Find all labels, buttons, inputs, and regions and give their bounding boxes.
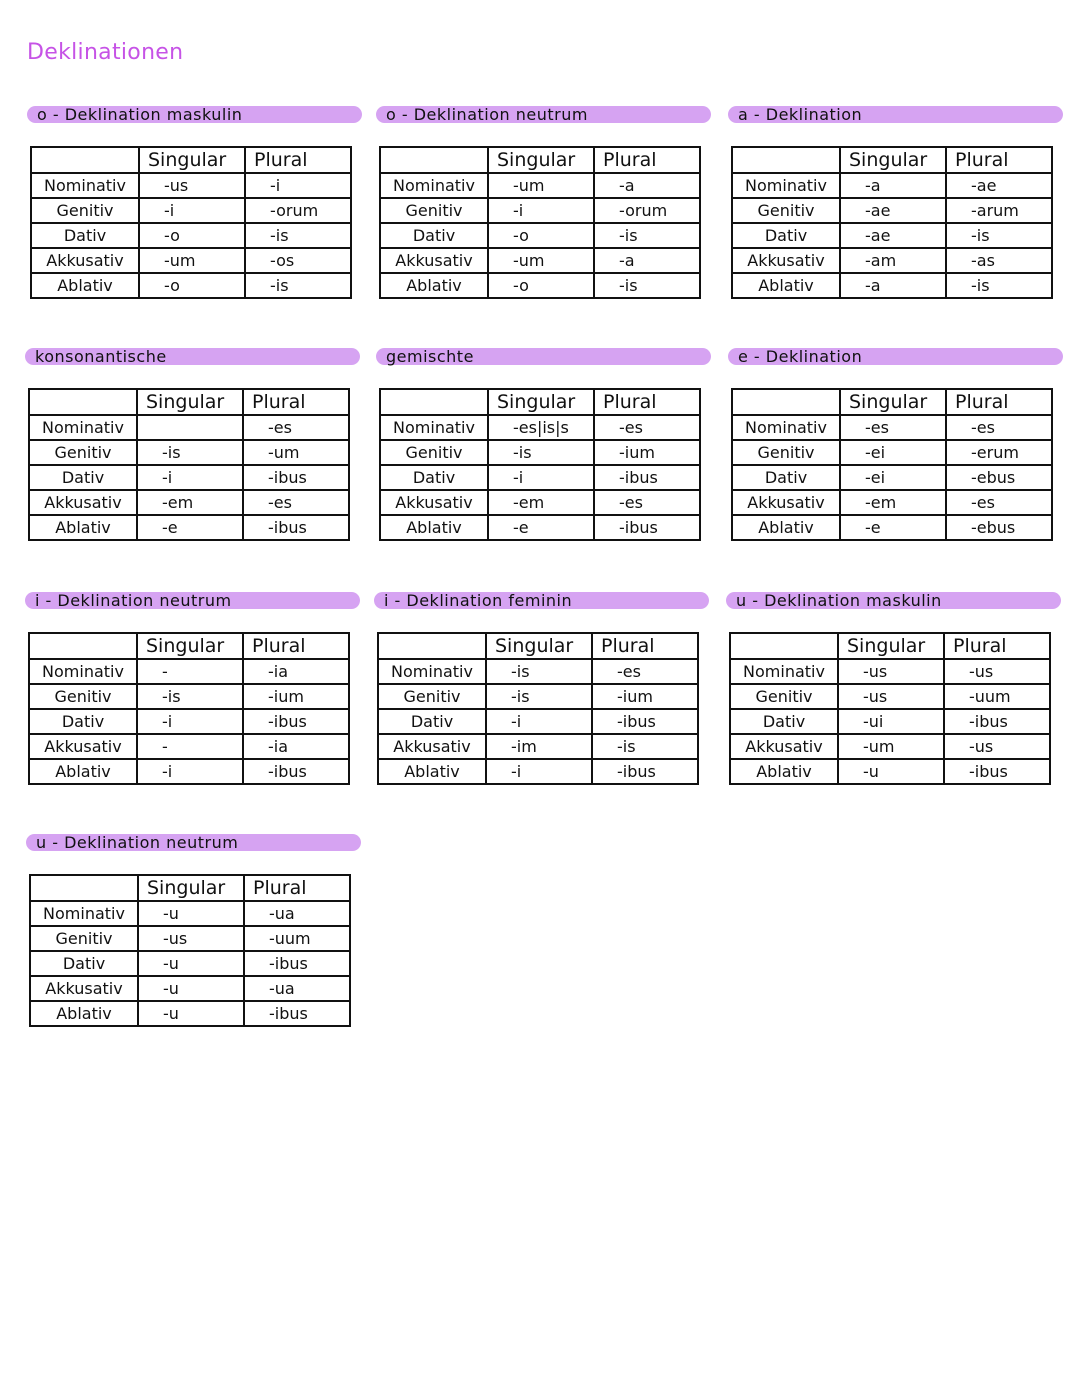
case-label: Akkusativ (378, 734, 486, 759)
table-row (380, 223, 700, 248)
table-row (730, 759, 1050, 784)
declension-heading: o - Deklination neutrum (376, 106, 711, 123)
plural-ending: -ibus (244, 951, 350, 976)
singular-header: Singular (138, 875, 244, 901)
plural-header: Plural (244, 875, 350, 901)
singular-header: Singular (840, 147, 946, 173)
declension-heading: u - Deklination neutrum (26, 834, 361, 851)
table-row (31, 198, 351, 223)
singular-ending: -i (139, 198, 245, 223)
case-label: Dativ (29, 465, 137, 490)
case-label: Genitiv (30, 926, 138, 951)
declension-heading: gemischte (376, 348, 711, 365)
table-row (29, 709, 349, 734)
plural-ending: -arum (946, 198, 1052, 223)
singular-ending: -u (138, 976, 244, 1001)
table-row (380, 490, 700, 515)
table-header-row (732, 389, 1052, 415)
table-row (29, 759, 349, 784)
case-label: Ablativ (29, 759, 137, 784)
case-label: Dativ (30, 951, 138, 976)
singular-ending: -us (838, 684, 944, 709)
table-row (732, 465, 1052, 490)
case-label: Nominativ (732, 173, 840, 198)
declension-table (30, 146, 352, 299)
singular-ending: -us (139, 173, 245, 198)
singular-ending: -is (486, 684, 592, 709)
singular-ending: -um (488, 173, 594, 198)
table-row (380, 198, 700, 223)
plural-header: Plural (594, 147, 700, 173)
singular-ending: -um (838, 734, 944, 759)
singular-ending: -o (488, 273, 594, 298)
case-label: Akkusativ (31, 248, 139, 273)
case-label: Dativ (31, 223, 139, 248)
corner-cell (30, 875, 138, 901)
table-header-row (29, 389, 349, 415)
corner-cell (378, 633, 486, 659)
plural-ending: -a (594, 248, 700, 273)
singular-ending: -u (838, 759, 944, 784)
table-row (29, 684, 349, 709)
singular-ending: -is (137, 684, 243, 709)
singular-ending: -em (137, 490, 243, 515)
case-label: Ablativ (30, 1001, 138, 1026)
singular-ending: -ae (840, 223, 946, 248)
case-label: Genitiv (380, 440, 488, 465)
singular-ending: -es|is|s (488, 415, 594, 440)
singular-ending: -i (486, 759, 592, 784)
plural-ending: -es (243, 415, 349, 440)
corner-cell (29, 633, 137, 659)
plural-ending: -ibus (243, 515, 349, 540)
table-row (732, 173, 1052, 198)
plural-ending: -ebus (946, 515, 1052, 540)
table-header-row (31, 147, 351, 173)
plural-ending: -is (592, 734, 698, 759)
plural-ending: -ibus (944, 759, 1050, 784)
corner-cell (380, 147, 488, 173)
singular-ending: -us (138, 926, 244, 951)
case-label: Nominativ (30, 901, 138, 926)
table-row (31, 223, 351, 248)
singular-ending: -em (840, 490, 946, 515)
table-row (732, 198, 1052, 223)
singular-ending: -im (486, 734, 592, 759)
plural-ending: -ibus (243, 759, 349, 784)
table-row (29, 659, 349, 684)
plural-ending: -uum (244, 926, 350, 951)
case-label: Akkusativ (730, 734, 838, 759)
plural-ending: -ae (946, 173, 1052, 198)
plural-ending: -ibus (592, 759, 698, 784)
case-label: Akkusativ (732, 248, 840, 273)
table-row (30, 1001, 350, 1026)
singular-ending: -o (488, 223, 594, 248)
plural-ending: -ibus (244, 1001, 350, 1026)
case-label: Dativ (380, 465, 488, 490)
plural-ending: -es (592, 659, 698, 684)
case-label: Genitiv (29, 440, 137, 465)
table-row (29, 490, 349, 515)
plural-ending: -es (594, 415, 700, 440)
plural-ending: -is (594, 223, 700, 248)
corner-cell (380, 389, 488, 415)
case-label: Ablativ (380, 515, 488, 540)
singular-ending: -i (486, 709, 592, 734)
singular-header: Singular (137, 633, 243, 659)
singular-ending: -u (138, 1001, 244, 1026)
table-row (730, 684, 1050, 709)
plural-ending: -ibus (594, 465, 700, 490)
plural-ending: -us (944, 734, 1050, 759)
case-label: Ablativ (29, 515, 137, 540)
singular-ending: -um (488, 248, 594, 273)
singular-ending: -ui (838, 709, 944, 734)
table-row (31, 248, 351, 273)
table-row (380, 248, 700, 273)
plural-header: Plural (243, 389, 349, 415)
plural-ending: -orum (245, 198, 351, 223)
singular-ending: -u (138, 951, 244, 976)
declension-table (731, 146, 1053, 299)
case-label: Nominativ (31, 173, 139, 198)
table-header-row (730, 633, 1050, 659)
table-row (29, 440, 349, 465)
case-label: Akkusativ (30, 976, 138, 1001)
table-row (30, 951, 350, 976)
singular-ending: -i (488, 198, 594, 223)
plural-ending: -ibus (594, 515, 700, 540)
case-label: Genitiv (732, 440, 840, 465)
plural-ending: -ibus (243, 709, 349, 734)
singular-ending: -ei (840, 440, 946, 465)
plural-ending: -is (245, 273, 351, 298)
plural-ending: -a (594, 173, 700, 198)
plural-ending: -ium (594, 440, 700, 465)
singular-ending: -a (840, 173, 946, 198)
table-header-row (380, 389, 700, 415)
case-label: Dativ (732, 465, 840, 490)
singular-ending: -i (137, 465, 243, 490)
corner-cell (732, 147, 840, 173)
table-row (732, 223, 1052, 248)
declension-table (731, 388, 1053, 541)
table-row (732, 248, 1052, 273)
page-title: Deklinationen (27, 40, 184, 65)
plural-ending: -as (946, 248, 1052, 273)
singular-ending: -is (486, 659, 592, 684)
singular-ending: -us (838, 659, 944, 684)
case-label: Nominativ (29, 659, 137, 684)
table-row (732, 440, 1052, 465)
singular-ending: -i (488, 465, 594, 490)
singular-ending: -e (488, 515, 594, 540)
table-row (730, 734, 1050, 759)
declension-table (28, 632, 350, 785)
plural-ending: -ia (243, 659, 349, 684)
singular-ending: - (137, 659, 243, 684)
declension-table (729, 632, 1051, 785)
singular-header: Singular (488, 147, 594, 173)
case-label: Genitiv (380, 198, 488, 223)
plural-header: Plural (594, 389, 700, 415)
singular-ending: -e (137, 515, 243, 540)
singular-ending: -es (840, 415, 946, 440)
declension-table (379, 388, 701, 541)
case-label: Nominativ (380, 173, 488, 198)
case-label: Akkusativ (29, 734, 137, 759)
declension-table (29, 874, 351, 1027)
case-label: Genitiv (31, 198, 139, 223)
singular-header: Singular (840, 389, 946, 415)
table-row (380, 273, 700, 298)
table-row (380, 173, 700, 198)
plural-ending: -es (243, 490, 349, 515)
case-label: Akkusativ (29, 490, 137, 515)
plural-ending: -uum (944, 684, 1050, 709)
table-row (29, 734, 349, 759)
case-label: Ablativ (732, 273, 840, 298)
declension-heading: o - Deklination maskulin (27, 106, 362, 123)
case-label: Genitiv (732, 198, 840, 223)
singular-header: Singular (838, 633, 944, 659)
table-header-row (30, 875, 350, 901)
singular-header: Singular (486, 633, 592, 659)
table-row (378, 684, 698, 709)
singular-ending: -um (139, 248, 245, 273)
table-row (29, 465, 349, 490)
table-row (730, 659, 1050, 684)
plural-ending: -ium (243, 684, 349, 709)
table-header-row (378, 633, 698, 659)
singular-ending: -u (138, 901, 244, 926)
table-row (378, 709, 698, 734)
singular-ending: -a (840, 273, 946, 298)
plural-ending: -os (245, 248, 351, 273)
declension-heading: i - Deklination neutrum (25, 592, 360, 609)
table-row (380, 415, 700, 440)
table-row (378, 659, 698, 684)
table-row (380, 440, 700, 465)
singular-ending: -em (488, 490, 594, 515)
declension-table (379, 146, 701, 299)
case-label: Dativ (730, 709, 838, 734)
table-row (30, 926, 350, 951)
corner-cell (732, 389, 840, 415)
table-header-row (29, 633, 349, 659)
singular-ending: -ae (840, 198, 946, 223)
case-label: Dativ (29, 709, 137, 734)
case-label: Ablativ (380, 273, 488, 298)
declension-heading: i - Deklination feminin (374, 592, 709, 609)
singular-header: Singular (488, 389, 594, 415)
case-label: Ablativ (732, 515, 840, 540)
plural-ending: -ibus (592, 709, 698, 734)
case-label: Dativ (380, 223, 488, 248)
plural-ending: -um (243, 440, 349, 465)
table-row (730, 709, 1050, 734)
plural-header: Plural (243, 633, 349, 659)
corner-cell (730, 633, 838, 659)
plural-ending: -is (245, 223, 351, 248)
table-row (30, 901, 350, 926)
plural-header: Plural (592, 633, 698, 659)
table-header-row (380, 147, 700, 173)
case-label: Genitiv (29, 684, 137, 709)
case-label: Akkusativ (380, 248, 488, 273)
case-label: Genitiv (378, 684, 486, 709)
singular-ending: -i (137, 709, 243, 734)
singular-ending: -is (137, 440, 243, 465)
plural-ending: -ibus (243, 465, 349, 490)
plural-ending: -es (946, 490, 1052, 515)
case-label: Ablativ (378, 759, 486, 784)
case-label: Ablativ (31, 273, 139, 298)
case-label: Ablativ (730, 759, 838, 784)
plural-ending: -ia (243, 734, 349, 759)
plural-ending: -ua (244, 976, 350, 1001)
table-header-row (732, 147, 1052, 173)
case-label: Dativ (732, 223, 840, 248)
singular-header: Singular (139, 147, 245, 173)
singular-ending: -e (840, 515, 946, 540)
table-row (732, 273, 1052, 298)
plural-header: Plural (944, 633, 1050, 659)
singular-header: Singular (137, 389, 243, 415)
plural-ending: -is (946, 223, 1052, 248)
plural-ending: -us (944, 659, 1050, 684)
declension-heading: konsonantische (25, 348, 360, 365)
plural-ending: -ibus (944, 709, 1050, 734)
table-row (30, 976, 350, 1001)
table-row (31, 273, 351, 298)
table-row (732, 490, 1052, 515)
table-row (31, 173, 351, 198)
corner-cell (31, 147, 139, 173)
singular-ending: - (137, 734, 243, 759)
singular-ending: -i (137, 759, 243, 784)
table-row (732, 415, 1052, 440)
table-row (378, 734, 698, 759)
declension-heading: u - Deklination maskulin (726, 592, 1061, 609)
plural-ending: -orum (594, 198, 700, 223)
case-label: Nominativ (29, 415, 137, 440)
case-label: Nominativ (380, 415, 488, 440)
plural-ending: -i (245, 173, 351, 198)
table-row (29, 515, 349, 540)
plural-ending: -es (946, 415, 1052, 440)
plural-ending: -ebus (946, 465, 1052, 490)
declension-table (28, 388, 350, 541)
declension-table (377, 632, 699, 785)
declension-heading: e - Deklination (728, 348, 1063, 365)
plural-ending: -is (946, 273, 1052, 298)
singular-ending: -o (139, 223, 245, 248)
case-label: Akkusativ (380, 490, 488, 515)
plural-header: Plural (946, 147, 1052, 173)
plural-ending: -ua (244, 901, 350, 926)
corner-cell (29, 389, 137, 415)
singular-ending: -is (488, 440, 594, 465)
declension-heading: a - Deklination (728, 106, 1063, 123)
singular-ending: -ei (840, 465, 946, 490)
singular-ending (137, 415, 243, 440)
case-label: Nominativ (378, 659, 486, 684)
case-label: Akkusativ (732, 490, 840, 515)
plural-header: Plural (946, 389, 1052, 415)
plural-header: Plural (245, 147, 351, 173)
plural-ending: -is (594, 273, 700, 298)
plural-ending: -es (594, 490, 700, 515)
case-label: Nominativ (732, 415, 840, 440)
table-row (378, 759, 698, 784)
case-label: Dativ (378, 709, 486, 734)
table-row (380, 515, 700, 540)
case-label: Genitiv (730, 684, 838, 709)
plural-ending: -ium (592, 684, 698, 709)
singular-ending: -o (139, 273, 245, 298)
table-row (380, 465, 700, 490)
case-label: Nominativ (730, 659, 838, 684)
table-row (732, 515, 1052, 540)
singular-ending: -am (840, 248, 946, 273)
table-row (29, 415, 349, 440)
plural-ending: -erum (946, 440, 1052, 465)
